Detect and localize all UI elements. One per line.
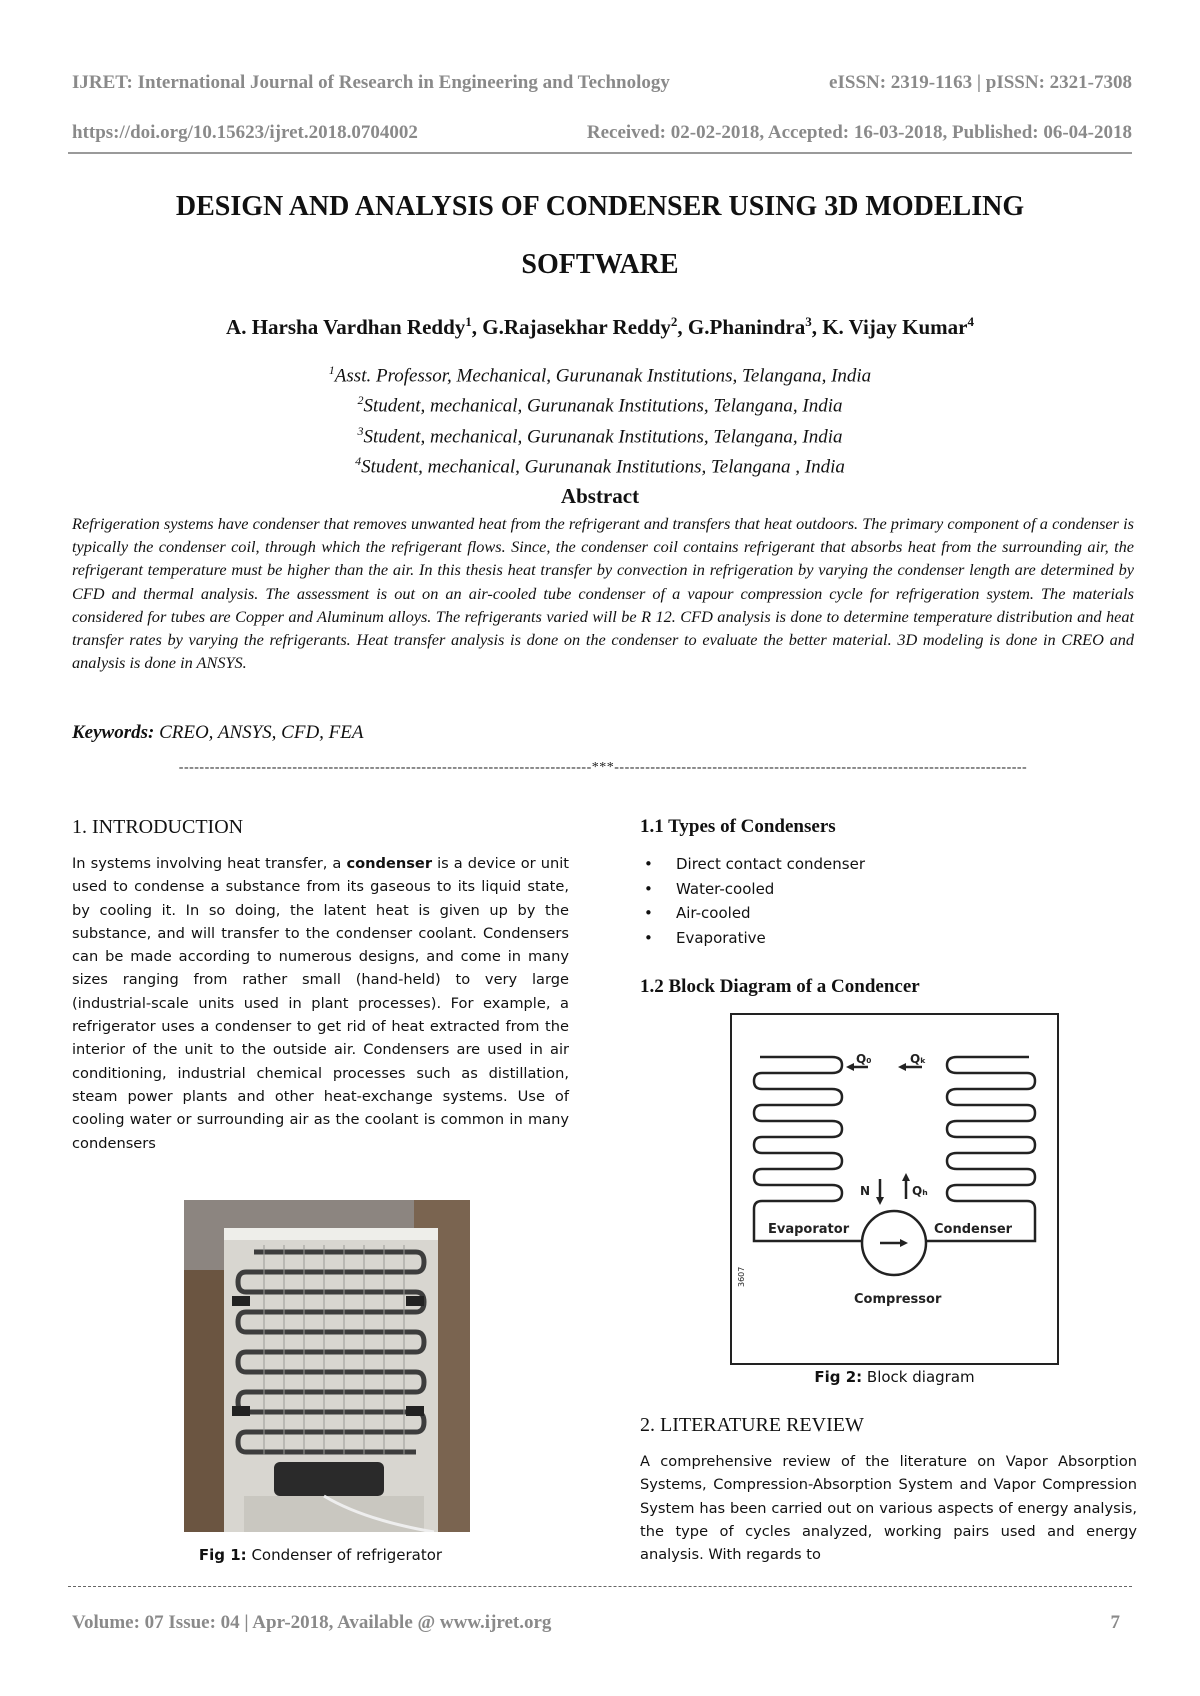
page-number: 7 — [1110, 1612, 1120, 1633]
title-line-1: DESIGN AND ANALYSIS OF CONDENSER USING 3D MODELING — [175, 191, 1025, 222]
introduction-section — [72, 816, 569, 839]
footer-rule — [68, 1586, 1132, 1587]
author-list — [0, 314, 1200, 340]
abstract-heading: Abstract — [560, 484, 640, 508]
paper-title — [60, 178, 1140, 294]
literature-heading: 2. LITERATURE REVIEW — [640, 1414, 864, 1436]
affiliation-4: $^4$Student, mechanical, Gurunanak Institutions, Telangana , India — [355, 453, 845, 478]
author-1: A. Harsha Vardhan Reddy$^1$, — [226, 314, 483, 339]
fig2-caption: Fig 2: Block diagram — [814, 1368, 975, 1386]
fig1-caption: Fig 1: Condenser of refrigerator — [198, 1546, 443, 1564]
types-section — [640, 816, 1137, 838]
footer-volume: Volume: 07 Issue: 04 | Apr-2018, Available @ www.ijret.org — [72, 1612, 552, 1633]
list-item: • Water-cooled — [640, 877, 1137, 902]
literature-body — [640, 1450, 1137, 1566]
label-n: N — [860, 1184, 871, 1198]
author-4: K. Vijay Kumar$^4$ — [822, 314, 974, 339]
title-line-2: SOFTWARE — [521, 249, 679, 280]
literature-text: A comprehensive review of the literature on Vapor Absorption Systems, Compression-Absorption System and Vapor Compression System has been carried out on various aspects of energy analysis, the type of cycles analyzed, working pairs used and energy analysis. With regards to — [640, 1453, 1137, 1564]
label-condenser: Condenser — [934, 1222, 1013, 1237]
label-qk: Qₖ — [910, 1052, 927, 1066]
condenser-photo — [184, 1200, 470, 1532]
refrigerator-image — [184, 1200, 470, 1532]
header-rule — [68, 152, 1132, 154]
list-item: • Evaporative — [640, 926, 1137, 951]
block-diagram-heading: 1.2 Block Diagram of a Condencer — [640, 976, 920, 997]
affiliations — [0, 358, 1200, 479]
affiliation-2: $^2$Student, mechanical, Gurunanak Institutions, Telangana, India — [357, 393, 843, 417]
label-q0: Q₀ — [856, 1052, 872, 1066]
block-diagram-section — [640, 976, 1137, 998]
keywords: Keywords: CREO, ANSYS, CFD, FEA — [72, 722, 364, 743]
label-evaporator: Evaporator — [768, 1222, 850, 1237]
running-header — [72, 72, 1132, 94]
introduction-heading: 1. INTRODUCTION — [72, 816, 244, 838]
page-footer — [72, 1612, 1120, 1634]
figure-code: 3607 — [737, 1266, 746, 1287]
doi-line — [72, 122, 1132, 144]
introduction-text: In systems involving heat transfer, a condenser is a device or unit used to condense a substance from its gaseous to its liquid state, by cooling it. In so doing, the latent heat is given up by the substance, and will transfer to the condenser coolant. Condensers can be made according to numerous designs, and come in many sizes ranging from rather small (hand-held) to very large (industrial-scale units used in plant processes). For example, a refrigerator uses a condenser to get rid of heat extracted from the interior of the unit to the outside air. Condensers are used in air conditioning, industrial chemical processes such as distillation, steam power plants and other heat-exchange systems. Use of cooling water or surrounding air as the coolant is common in many condensers — [72, 855, 569, 1152]
list-item: • Air-cooled — [640, 901, 1137, 926]
list-item: • Direct contact condenser — [640, 852, 1137, 877]
author-3: G.Phanindra$^3$, — [687, 314, 823, 339]
section-separator: --------------------------------------------------------------------------------***-------------------------------------------------------------------------------- — [178, 760, 1028, 775]
label-compressor: Compressor — [854, 1292, 942, 1307]
publication-dates: Received: 02-02-2018, Accepted: 16-03-2018, Published: 06-04-2018 — [586, 122, 1132, 143]
types-list-wrap — [640, 852, 1137, 950]
journal-name: IJRET: International Journal of Research in Engineering and Technology — [72, 72, 670, 93]
label-qh: Qₕ — [912, 1184, 928, 1198]
doi-link[interactable]: https://doi.org/10.15623/ijret.2018.0704002 — [72, 122, 418, 143]
abstract-text: Refrigeration systems have condenser that removes unwanted heat from the refrigerant and transfers that heat outdoors. The primary component of a condenser is typically the condenser coil, through which the refrigerant flows. Since, the condenser coil contains refrigerant that absorbs heat from the surrounding air, the refrigerant temperature must be higher than the air. In this thesis heat transfer by convection in refrigeration by varying the condenser length are determined by CFD and thermal analysis. The assessment is out on an air-cooled tube condenser of a vapour compression cycle for refrigeration system. The materials considered for tubes are Copper and Aluminum alloys. The refrigerants varied will be R 12. CFD analysis is done to determine temperature distribution and heat transfer rates by varying the refrigerants. Heat transfer analysis is done on the condenser to evaluate the better material. 3D modeling is done in CREO and analysis is done in ANSYS. — [72, 514, 1134, 673]
types-heading: 1.1 Types of Condensers — [640, 816, 836, 837]
introduction-body — [72, 852, 569, 1155]
block-diagram — [730, 1013, 1059, 1365]
author-2: G.Rajasekhar Reddy$^2$, — [482, 314, 688, 339]
block-diagram-figure — [732, 1015, 1057, 1363]
affiliation-1: $^1$Asst. Professor, Mechanical, Gurunanak Institutions, Telangana, India — [328, 363, 872, 387]
affiliation-3: $^3$Student, mechanical, Gurunanak Institutions, Telangana, India — [357, 423, 843, 447]
literature-section — [640, 1414, 1137, 1437]
issn: eISSN: 2319-1163 | pISSN: 2321-7308 — [829, 72, 1132, 93]
types-list — [640, 852, 1137, 950]
